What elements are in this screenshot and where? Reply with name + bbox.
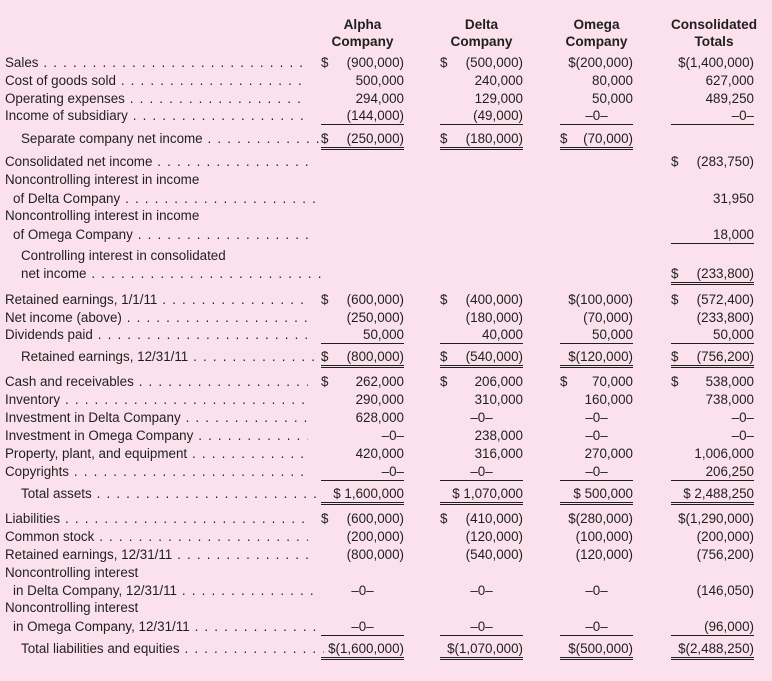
cell-value: (250,000): [346, 131, 404, 146]
row-label: Total assets . . .: [21, 485, 324, 503]
value-cell: [440, 348, 523, 368]
cell-value: 206,000: [474, 374, 523, 389]
value-cell: [671, 107, 754, 125]
value-cell: [321, 640, 404, 660]
row-label: Net income (above) . . .: [5, 309, 308, 327]
cell-value: –0–: [585, 619, 608, 634]
cell-value: (70,000): [583, 131, 633, 146]
row-label: Separate company net income . . .: [21, 130, 324, 148]
cell-value: $(1,070,000): [447, 641, 523, 656]
value-cell: [321, 326, 404, 344]
cell-value: –0–: [585, 108, 608, 123]
cell-value: $(120,000): [568, 349, 633, 364]
table-row: [0, 130, 772, 148]
table-row: [0, 348, 772, 366]
currency-sign: $: [321, 292, 329, 307]
currency-sign: $: [440, 131, 448, 146]
value-cell: [671, 373, 754, 390]
cell-value: (120,000): [575, 547, 633, 562]
value-cell: [321, 409, 404, 426]
cell-value: (120,000): [465, 529, 523, 544]
cell-value: 160,000: [584, 392, 633, 407]
row-label: Cost of goods sold . . .: [5, 72, 308, 90]
currency-sign: $: [440, 292, 448, 307]
value-cell: [560, 485, 633, 505]
table-row: [0, 309, 772, 327]
cell-value: (540,000): [465, 547, 523, 562]
cell-value: 238,000: [474, 428, 523, 443]
value-cell: [671, 190, 754, 207]
currency-sign: $: [321, 131, 329, 146]
value-cell: [440, 618, 523, 636]
cell-value: (572,400): [696, 292, 754, 307]
cell-value: $(1,290,000): [678, 511, 754, 526]
currency-sign: $: [560, 374, 568, 389]
value-cell: [671, 226, 754, 244]
table-row: [0, 207, 772, 225]
value-cell: [560, 618, 633, 636]
value-cell: [321, 618, 404, 636]
value-cell: [671, 90, 754, 107]
value-cell: [560, 348, 633, 368]
value-cell: [440, 546, 523, 563]
value-cell: [440, 485, 523, 505]
table-row: [0, 326, 772, 344]
cell-value: 738,000: [705, 392, 754, 407]
value-cell: [560, 391, 633, 408]
row-label: Controlling interest in consolidated: [21, 248, 226, 263]
column-header-omega: Omega Company: [565, 17, 628, 49]
currency-sign: $: [560, 131, 568, 146]
value-cell: [560, 528, 633, 545]
table-row: [0, 463, 772, 481]
cell-value: 627,000: [705, 73, 754, 88]
table-row: [0, 72, 772, 90]
value-cell: [671, 309, 754, 326]
cell-value: –0–: [351, 583, 374, 598]
cell-value: 316,000: [474, 446, 523, 461]
cell-value: 310,000: [474, 392, 523, 407]
row-label: Retained earnings, 12/31/11 . . .: [5, 546, 308, 564]
value-cell: [321, 445, 404, 462]
value-cell: [560, 90, 633, 107]
row-label: Liabilities . . .: [5, 510, 308, 528]
cell-value: (144,000): [346, 108, 404, 123]
value-cell: [321, 54, 404, 71]
value-cell: [440, 107, 523, 125]
cell-value: $(200,000): [568, 55, 633, 70]
cell-value: (410,000): [465, 511, 523, 526]
value-cell: [671, 582, 754, 599]
cell-value: (200,000): [696, 529, 754, 544]
row-label: Retained earnings, 1/1/11 . . .: [5, 291, 308, 309]
table-row: [0, 153, 772, 171]
row-label: Inventory . . .: [5, 391, 308, 409]
table-row: [0, 90, 772, 108]
cell-value: –0–: [470, 464, 493, 479]
table-row: [0, 409, 772, 427]
value-cell: [321, 90, 404, 107]
value-cell: [321, 72, 404, 89]
row-label: Operating expenses . . .: [5, 90, 308, 108]
value-cell: [321, 546, 404, 563]
cell-value: 420,000: [355, 446, 404, 461]
value-cell: [671, 153, 754, 170]
table-row: [0, 582, 772, 600]
row-label: Investment in Omega Company . . .: [5, 427, 308, 445]
cell-value: (70,000): [583, 310, 633, 325]
cell-value: –0–: [585, 428, 608, 443]
row-label: Noncontrolling interest: [5, 565, 139, 580]
currency-sign: $: [671, 266, 679, 281]
value-cell: [321, 107, 404, 125]
column-header-alpha: Alpha Company: [331, 17, 394, 49]
table-row: [0, 528, 772, 546]
cell-value: $ 500,000: [573, 486, 633, 501]
value-cell: [321, 528, 404, 545]
cell-value: –0–: [470, 619, 493, 634]
column-header-delta: Delta Company: [450, 17, 513, 49]
row-label: Noncontrolling interest: [5, 600, 139, 615]
table-row: [0, 445, 772, 463]
table-row: [0, 291, 772, 309]
value-cell: [321, 427, 404, 444]
value-cell: [440, 326, 523, 344]
value-cell: [671, 72, 754, 89]
cell-value: 50,000: [713, 327, 754, 342]
cell-value: (233,800): [696, 310, 754, 325]
currency-sign: $: [440, 55, 448, 70]
cell-value: $(280,000): [568, 511, 633, 526]
value-cell: [671, 427, 754, 444]
currency-sign: $: [671, 349, 679, 364]
value-cell: [440, 130, 523, 150]
table-row: [0, 427, 772, 445]
value-cell: [671, 265, 754, 285]
value-cell: [560, 326, 633, 344]
value-cell: [671, 463, 754, 481]
currency-sign: $: [671, 374, 679, 389]
value-cell: [440, 54, 523, 71]
cell-value: 489,250: [705, 91, 754, 106]
value-cell: [560, 107, 633, 125]
cell-value: $ 2,488,250: [683, 486, 754, 501]
cell-value: (96,000): [704, 619, 754, 634]
cell-value: –0–: [470, 410, 493, 425]
value-cell: [560, 427, 633, 444]
value-cell: [321, 348, 404, 368]
row-label: of Delta Company . . .: [13, 190, 316, 208]
cell-value: 294,000: [355, 91, 404, 106]
table-row: [0, 546, 772, 564]
cell-value: –0–: [381, 464, 404, 479]
row-label: Dividends paid . . .: [5, 326, 308, 344]
value-cell: [560, 130, 633, 150]
value-cell: [560, 582, 633, 599]
cell-value: –0–: [470, 583, 493, 598]
value-cell: [440, 445, 523, 462]
value-cell: [440, 90, 523, 107]
currency-sign: $: [321, 349, 329, 364]
cell-value: 240,000: [474, 73, 523, 88]
table-row: [0, 107, 772, 125]
currency-sign: $: [321, 511, 329, 526]
currency-sign: $: [671, 292, 679, 307]
value-cell: [671, 54, 754, 71]
value-cell: [671, 618, 754, 636]
cell-value: 50,000: [592, 91, 633, 106]
cell-value: –0–: [731, 428, 754, 443]
row-label: of Omega Company . . .: [13, 226, 316, 244]
cell-value: 290,000: [355, 392, 404, 407]
row-label: Common stock . . .: [5, 528, 308, 546]
value-cell: [671, 348, 754, 368]
cell-value: 40,000: [482, 327, 523, 342]
value-cell: [440, 309, 523, 326]
table-row: [0, 54, 772, 72]
value-cell: [440, 72, 523, 89]
cell-value: –0–: [731, 410, 754, 425]
currency-sign: $: [440, 349, 448, 364]
row-label: Income of subsidiary . . .: [5, 107, 308, 125]
row-label: Property, plant, and equipment . . .: [5, 445, 308, 463]
row-label: in Omega Company, 12/31/11 . . .: [13, 618, 316, 636]
cell-value: 628,000: [355, 410, 404, 425]
value-cell: [440, 291, 523, 308]
currency-sign: $: [440, 511, 448, 526]
value-cell: [321, 510, 404, 527]
value-cell: [440, 528, 523, 545]
value-cell: [560, 546, 633, 563]
cell-value: (756,200): [696, 349, 754, 364]
row-label: Copyrights . . .: [5, 463, 308, 481]
cell-value: (146,050): [696, 583, 754, 598]
cell-value: –0–: [381, 428, 404, 443]
value-cell: [321, 309, 404, 326]
cell-value: –0–: [731, 108, 754, 123]
cell-value: –0–: [585, 464, 608, 479]
row-label: Cash and receivables . . .: [5, 373, 308, 391]
cell-value: 538,000: [705, 374, 754, 389]
value-cell: [671, 326, 754, 344]
row-label: Noncontrolling interest in income: [5, 172, 200, 187]
value-cell: [321, 291, 404, 308]
cell-value: (283,750): [696, 154, 754, 169]
table-row: [0, 640, 772, 658]
cell-value: (400,000): [465, 292, 523, 307]
cell-value: 70,000: [592, 374, 633, 389]
cell-value: (180,000): [465, 310, 523, 325]
value-cell: [560, 409, 633, 426]
cell-value: (200,000): [346, 529, 404, 544]
value-cell: [321, 130, 404, 150]
table-row: [0, 485, 772, 503]
cell-value: –0–: [585, 583, 608, 598]
value-cell: [560, 309, 633, 326]
table-row: [0, 510, 772, 528]
value-cell: [671, 510, 754, 527]
cell-value: 50,000: [592, 327, 633, 342]
value-cell: [560, 445, 633, 462]
value-cell: [671, 409, 754, 426]
value-cell: [321, 582, 404, 599]
value-cell: [440, 409, 523, 426]
cell-value: 31,950: [713, 191, 754, 206]
cell-value: –0–: [351, 619, 374, 634]
row-label: Total liabilities and equities . . .: [21, 640, 324, 658]
value-cell: [671, 485, 754, 505]
row-label: Investment in Delta Company . . .: [5, 409, 308, 427]
cell-value: 18,000: [713, 227, 754, 242]
value-cell: [321, 391, 404, 408]
cell-value: (900,000): [346, 55, 404, 70]
row-label: Sales . . .: [5, 54, 308, 72]
column-header-consolidated: Consolidated Totals: [670, 17, 758, 49]
value-cell: [440, 427, 523, 444]
value-cell: [560, 510, 633, 527]
cell-value: –0–: [585, 410, 608, 425]
table-row: [0, 171, 772, 189]
table-row: [0, 247, 772, 265]
cell-value: $ 1,600,000: [333, 486, 404, 501]
value-cell: [671, 528, 754, 545]
cell-value: (800,000): [346, 547, 404, 562]
value-cell: [440, 463, 523, 481]
cell-value: $(500,000): [568, 641, 633, 656]
cell-value: 50,000: [363, 327, 404, 342]
row-label: Consolidated net income . . .: [5, 153, 308, 171]
cell-value: (600,000): [346, 292, 404, 307]
value-cell: [560, 291, 633, 308]
value-cell: [671, 291, 754, 308]
cell-value: (756,200): [696, 547, 754, 562]
cell-value: (800,000): [346, 349, 404, 364]
cell-value: 262,000: [355, 374, 404, 389]
value-cell: [321, 463, 404, 481]
cell-value: (600,000): [346, 511, 404, 526]
value-cell: [560, 640, 633, 660]
value-cell: [440, 582, 523, 599]
cell-value: (180,000): [465, 131, 523, 146]
table-row: [0, 265, 772, 283]
value-cell: [560, 72, 633, 89]
table-row: [0, 226, 772, 244]
cell-value: $(1,400,000): [678, 55, 754, 70]
value-cell: [321, 485, 404, 505]
value-cell: [671, 546, 754, 563]
value-cell: [440, 510, 523, 527]
cell-value: $(2,488,250): [678, 641, 754, 656]
currency-sign: $: [321, 55, 329, 70]
table-row: [0, 599, 772, 617]
row-label: Retained earnings, 12/31/11 . . .: [21, 348, 324, 366]
value-cell: [560, 54, 633, 71]
table-row: [0, 373, 772, 391]
value-cell: [440, 373, 523, 390]
currency-sign: $: [671, 154, 679, 169]
cell-value: (540,000): [465, 349, 523, 364]
cell-value: $(1,600,000): [328, 641, 404, 656]
table-row: [0, 190, 772, 208]
cell-value: (250,000): [346, 310, 404, 325]
cell-value: (233,800): [696, 266, 754, 281]
table-row: [0, 564, 772, 582]
value-cell: [440, 640, 523, 660]
currency-sign: $: [440, 374, 448, 389]
cell-value: 500,000: [355, 73, 404, 88]
value-cell: [671, 391, 754, 408]
cell-value: 80,000: [592, 73, 633, 88]
cell-value: 129,000: [474, 91, 523, 106]
value-cell: [671, 445, 754, 462]
cell-value: $ 1,070,000: [452, 486, 523, 501]
value-cell: [560, 463, 633, 481]
cell-value: (49,000): [473, 108, 523, 123]
cell-value: (100,000): [575, 529, 633, 544]
row-label: in Delta Company, 12/31/11 . . .: [13, 582, 316, 600]
row-label: net income . . .: [21, 265, 324, 283]
value-cell: [560, 373, 633, 390]
currency-sign: $: [321, 374, 329, 389]
cell-value: (500,000): [465, 55, 523, 70]
table-row: [0, 391, 772, 409]
row-label: Noncontrolling interest in income: [5, 208, 200, 223]
cell-value: 206,250: [705, 464, 754, 479]
cell-value: $(100,000): [568, 292, 633, 307]
cell-value: 270,000: [584, 446, 633, 461]
value-cell: [321, 373, 404, 390]
table-row: [0, 618, 772, 636]
value-cell: [671, 640, 754, 660]
cell-value: 1,006,000: [694, 446, 754, 461]
value-cell: [440, 391, 523, 408]
